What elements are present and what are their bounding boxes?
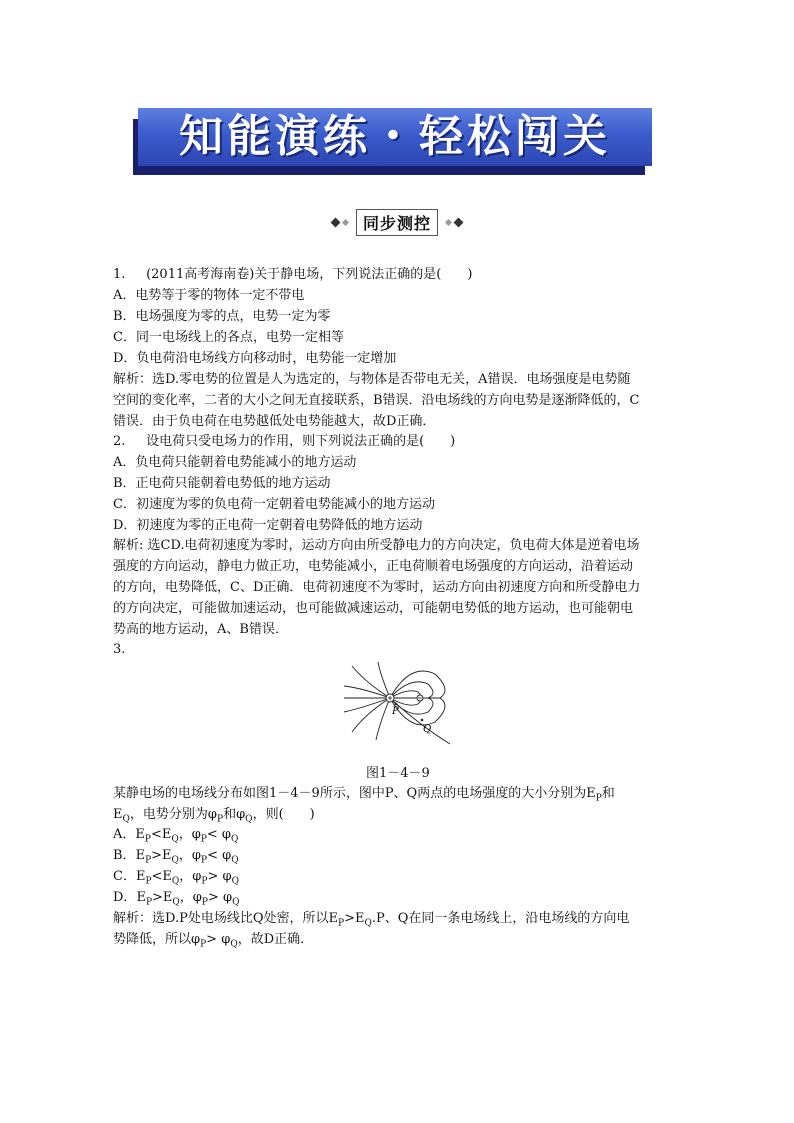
subscript: P [145, 876, 152, 887]
q2-option-c: C．初速度为零的负电荷一定朝着电势能减小的地方运动 [113, 497, 435, 512]
subscript: P [217, 814, 224, 825]
stem-text: 和 [601, 786, 615, 801]
subscript: Q [171, 876, 180, 887]
subscript: P [201, 876, 208, 887]
subscript: Q [231, 834, 239, 845]
option-text: E [135, 848, 146, 863]
option-text: >E [151, 848, 172, 863]
q2-option-b: B．正电荷只能朝着电势低的地方运动 [113, 476, 331, 491]
q2-analysis-line: 强度的方向运动，静电力做正功，电势能减小，正电荷顺着电场强度的方向运动，沿着运动 [113, 559, 634, 574]
q2-analysis-line: 的方向决定，可能做加速运动，也可能做减速运动，可能朝电势低的地方运动，也可能朝电 [113, 601, 634, 616]
question-text: 设电荷只受电场力的作用，则下列说法正确的是( ) [146, 434, 456, 449]
q1-option-a: A．电势等于零的物体一定不带电 [113, 288, 305, 303]
q3-option-b [113, 847, 239, 870]
stem-text: 某静电场的电场线分布如图1－4－9所示，图中P、Q两点的电场强度的大小分别为E [113, 786, 596, 801]
analysis-text: 势降低，所以φ [113, 932, 201, 947]
option-text: >E [152, 890, 173, 905]
stem-text: ，则( ) [252, 807, 315, 822]
option-text: <E [151, 869, 172, 884]
q1-analysis-line: 解析：选D.零电势的位置是人为选定的，与物体是否带电无关，A错误．电场强度是电势随 [113, 372, 631, 387]
point-q-label: Q [423, 724, 432, 735]
q2-analysis-line: 的方向，电势降低，C、D正确．电荷初速度不为零时，运动方向由初速度方向和所受静电力 [113, 580, 641, 595]
subscript: Q [171, 834, 179, 845]
point-p-label: P [392, 706, 399, 717]
diamond-icon [342, 218, 349, 225]
q3-option-c [113, 868, 239, 891]
diamond-icon [331, 217, 341, 227]
subscript: P [144, 834, 151, 845]
option-text: ，φ [178, 848, 202, 863]
q1-option-b: B．电场强度为零的点，电势一定为零 [113, 309, 331, 324]
option-text: > φ [207, 890, 233, 905]
q2-option-a: A．负电荷只能朝着电势能减小的地方运动 [113, 455, 357, 470]
q2-analysis-line: 解析: 选CD.电荷初速度为零时，运动方向由所受静电力的方向决定，负电荷大体是逆着电场 [113, 538, 640, 553]
subscript: P [200, 939, 207, 950]
subscript: P [201, 855, 208, 866]
question-text: (2011高考海南卷)关于静电场，下列说法正确的是( ) [146, 267, 473, 282]
section-label: 同步测控 [356, 209, 438, 236]
analysis-text: ，故D正确． [237, 932, 314, 947]
q2-analysis-line: 势高的地方运动，A、B错误． [113, 622, 288, 637]
q1-option-c: C．同一电场线上的各点，电势一定相等 [113, 330, 344, 345]
subscript: Q [232, 897, 240, 908]
option-text: <E [150, 827, 172, 842]
analysis-text: 解析：选D.P处电场线比Q处密，所以E [113, 911, 338, 926]
q3-option-d [113, 889, 239, 912]
option-text: B． [113, 848, 136, 863]
option-text: > φ [207, 869, 232, 884]
option-text: < φ [206, 827, 232, 842]
option-text: E [135, 869, 146, 884]
question-number: 2. [113, 434, 126, 449]
subscript: Q [230, 939, 238, 950]
q3-analysis-line [113, 931, 313, 954]
banner-title: 知能演练・轻松闯关 [179, 111, 611, 162]
stem-text: E [113, 807, 123, 822]
title-banner [138, 108, 652, 166]
option-text: E [135, 827, 145, 842]
q3-stem-line [113, 785, 615, 808]
subscript: Q [172, 897, 180, 908]
option-text: D． [113, 890, 137, 905]
option-text: A． [113, 827, 136, 842]
subscript: P [201, 897, 208, 908]
figure-caption: 图1－4－9 [366, 766, 430, 781]
option-text: C． [113, 869, 136, 884]
q3-option-a [113, 826, 238, 849]
question-number: 1. [113, 267, 126, 282]
electric-field-figure [340, 660, 455, 750]
analysis-text: > φ [206, 932, 231, 947]
option-text: ，φ [179, 890, 202, 905]
question-3-number: 3. [113, 642, 126, 657]
option-text: ，φ [178, 827, 201, 842]
option-text: ，φ [179, 869, 202, 884]
subscript: Q [364, 918, 372, 929]
analysis-text: >E [344, 911, 365, 926]
subscript: P [200, 834, 207, 845]
subscript: P [595, 793, 602, 804]
subscript: P [145, 855, 152, 866]
subscript: P [338, 918, 345, 929]
q1-analysis-line: 空间的变化率，二者的大小之间无直接联系，B错误．沿电场线的方向电势是逐渐降低的，C [113, 393, 640, 408]
q3-analysis-line [113, 910, 629, 933]
q1-analysis-line: 错误．由于负电荷在电势越低处电势能越大，故D正确． [113, 414, 436, 429]
stem-text: ，电势分别为φ [129, 807, 217, 822]
subscript: P [145, 897, 152, 908]
question-2-stem [113, 433, 455, 451]
subscript: Q [231, 876, 239, 887]
diamond-icon [454, 217, 464, 227]
subscript: Q [245, 814, 253, 825]
subscript: Q [122, 814, 130, 825]
option-text: E [136, 890, 146, 905]
q1-option-d: D．负电荷沿电场线方向移动时，电势能一定增加 [113, 351, 397, 366]
q2-option-d: D．初速度为零的正电荷一定朝着电势降低的地方运动 [113, 518, 423, 533]
subscript: Q [171, 855, 179, 866]
stem-text: 和φ [223, 807, 246, 822]
option-text: < φ [207, 848, 232, 863]
diamond-icon [445, 218, 452, 225]
analysis-text: .P、Q在同一条电场线上，沿电场线的方向电 [371, 911, 630, 926]
subscript: Q [231, 855, 239, 866]
question-1-stem [113, 266, 472, 284]
section-heading [312, 210, 482, 234]
